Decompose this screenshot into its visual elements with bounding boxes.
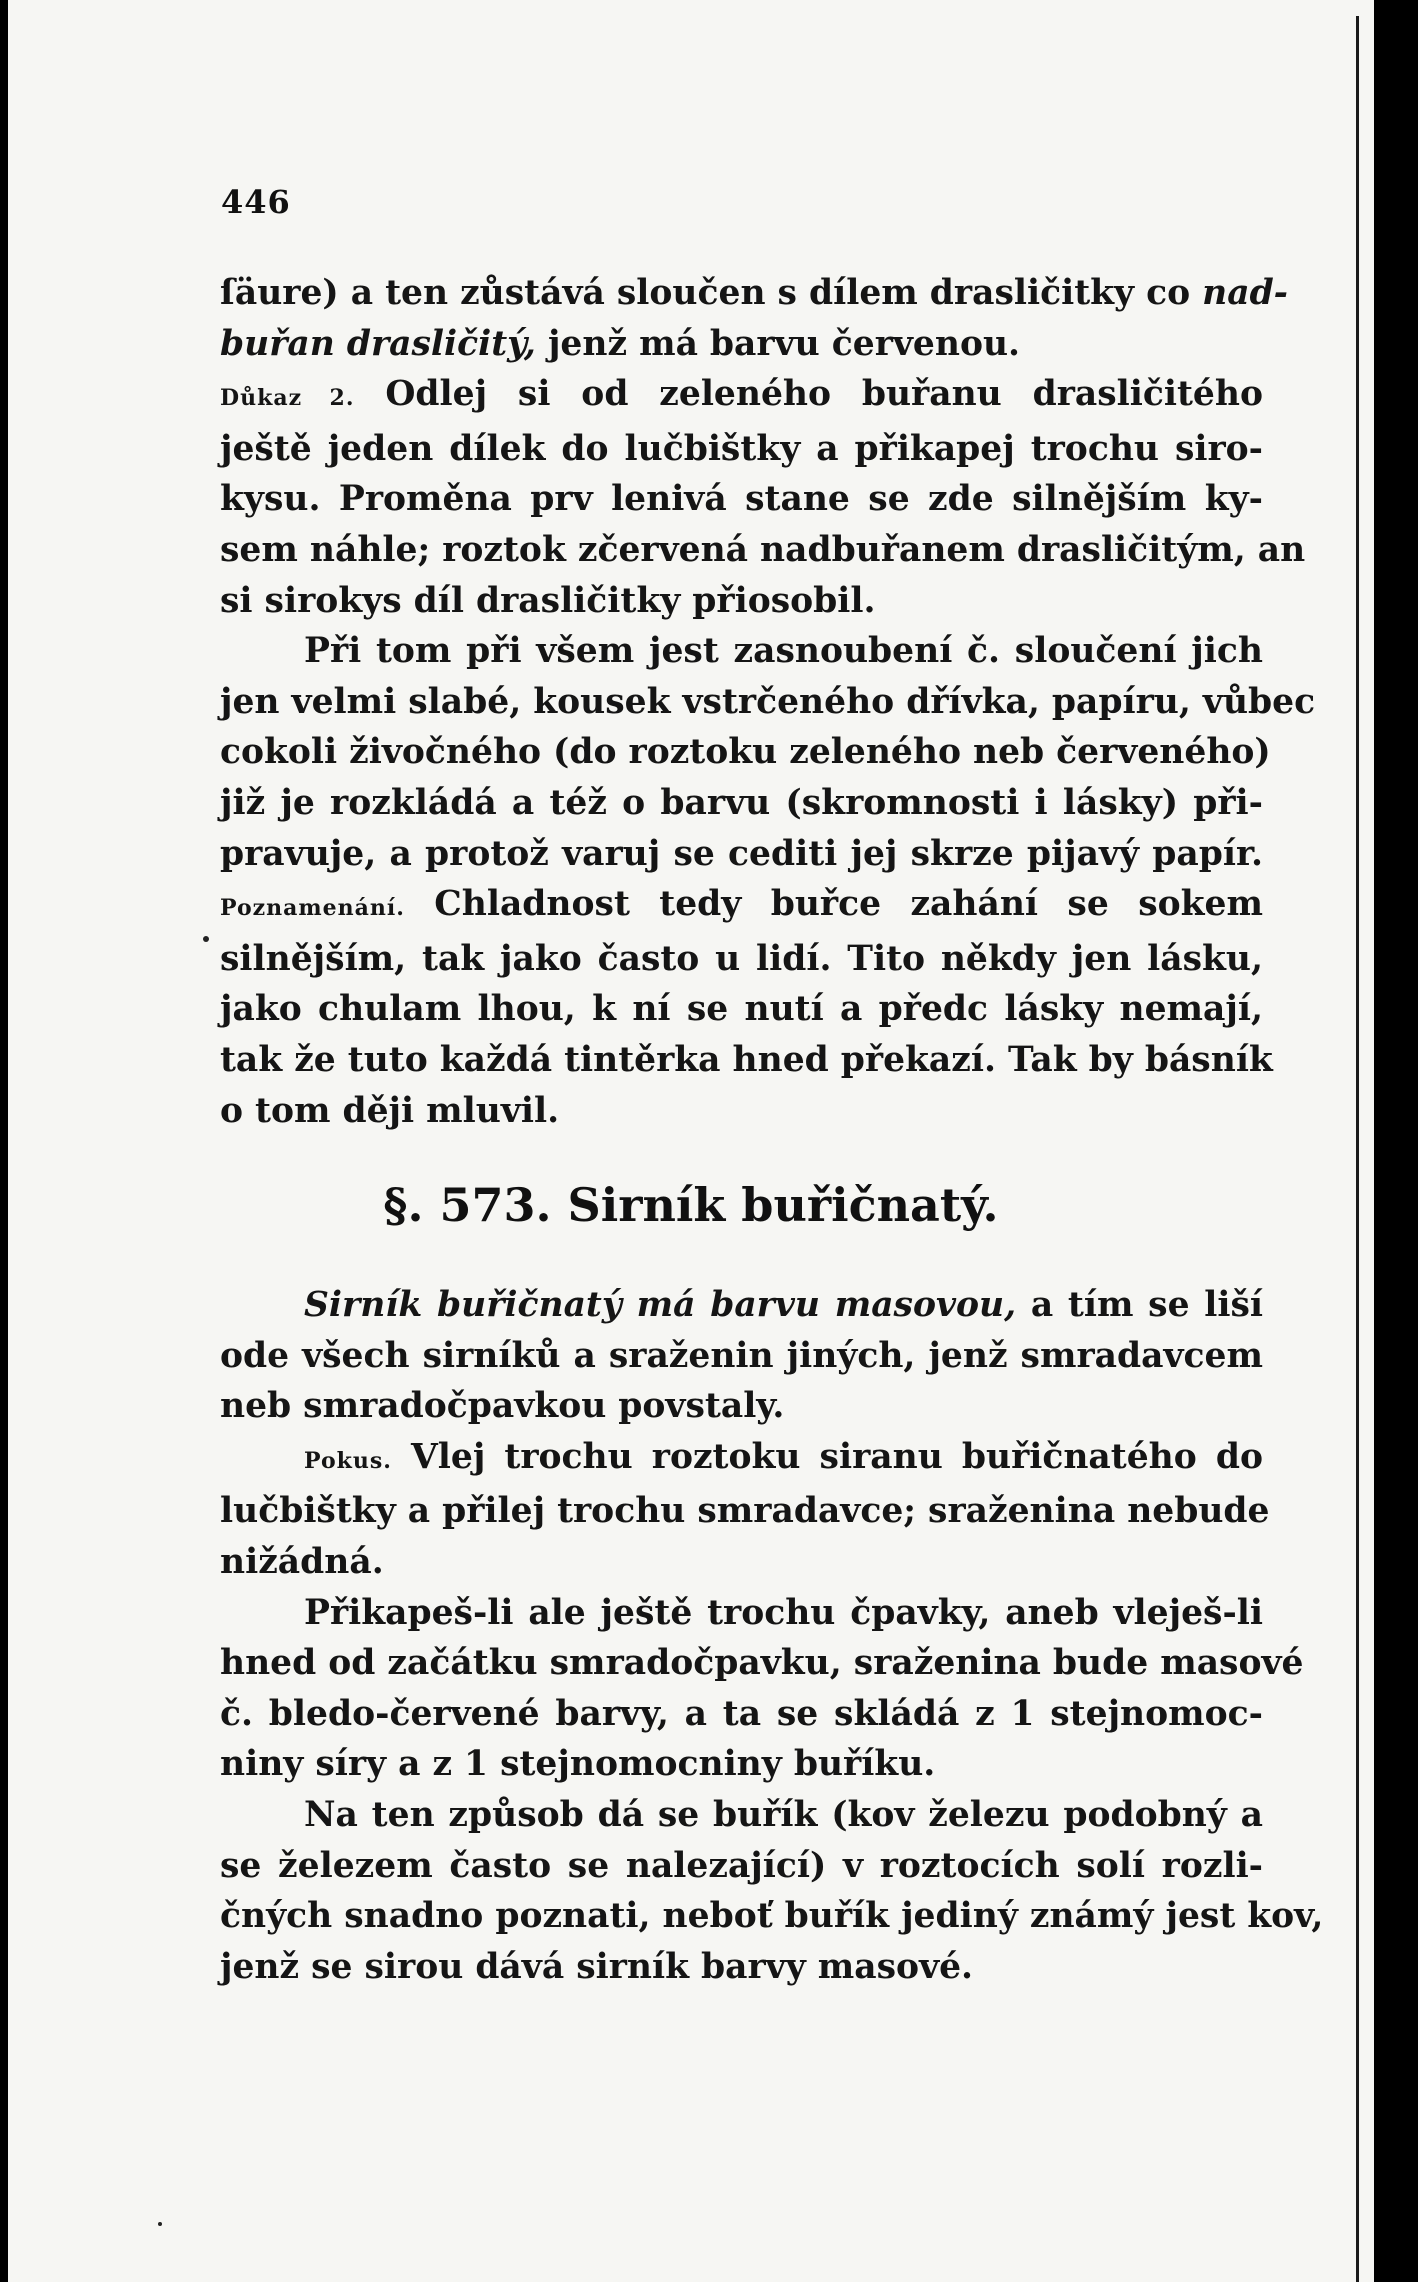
page-edge-rule xyxy=(1356,16,1359,2282)
paragraph-6: Pokus. Vlej trochu roztoku siranu buřičnatého do lučbištky a přilej trochu smradavce; sraženina nebude nižádná. xyxy=(220,1436,1270,1582)
ink-speck xyxy=(158,2222,162,2226)
paragraph-3: Při tom při všem jest zasnoubení č. sloučení jich jen velmi slabé, kousek vstrčeného dřívka, papíru, vůbec cokoli živočného (do roztoku zeleného neb červeného) již je rozkládá a též o barvu (skromnosti i lásky) při- pravuje, a protož varuj se cediti jej skrze pijavý papír. xyxy=(220,631,1316,874)
lower-text-block xyxy=(220,1280,1324,1992)
paragraph-8: Na ten způsob dá se buřík (kov železu podobný a se železem často se nalezající) v roztocích solí rozli- čných snadno poznati, neboť buřík jediný známý jest kov, jenž se sirou dává sirník barvy masové. xyxy=(220,1794,1324,1987)
section-heading: §. 573. Sirník buřičnatý. xyxy=(383,1178,999,1232)
paragraph-2: Důkaz 2. Odlej si od zeleného buřanu drasličitého ještě jeden dílek do lučbištky a přikapej trochu siro- kysu. Proměna prv lenivá stane se zde silnějším ky- sem náhle; roztok zčervená nadbuřanem drasličitým, an si sirokys díl drasličitky přiosobil. xyxy=(220,374,1306,621)
proof-label: Důkaz 2. xyxy=(220,385,355,412)
book-page xyxy=(8,0,1374,2282)
page-number: 446 xyxy=(221,183,291,221)
paragraph-5: Sirník buřičnatý má barvu masovou, a tím se liší ode všech sirníků a sraženin jiných, jenž smradavcem neb smradočpavkou povstaly. xyxy=(220,1285,1263,1427)
paragraph-7: Přikapeš-li ale ještě trochu čpavky, aneb vleješ-li hned od začátku smradočpavku, sraženina bude masové č. bledo-červené barvy, a ta se skládá z 1 stejnomoc- niny síry a z 1 stejnomocniny buříku. xyxy=(220,1592,1304,1785)
paragraph-4: Poznamenání. Chladnost tedy buřce zahání se sokem silnějším, tak jako často u lidí. Tito někdy jen lásku, jako chulam lhou, k ní se nutí a předc lásky nemají, tak že tuto každá tintěrka hned překazí. Tak by básník o tom ději mluvil. xyxy=(220,884,1273,1131)
experiment-label: Pokus. xyxy=(304,1447,392,1474)
scan-border xyxy=(1374,0,1418,2282)
ink-speck xyxy=(203,936,209,942)
note-label: Poznamenání. xyxy=(220,895,405,922)
upper-text-block xyxy=(220,268,1316,1136)
paragraph-1: ſäure) a ten zůstává sloučen s dílem drasličitky co nad- buřan drasličitý, jenž má barvu červenou. xyxy=(220,273,1289,364)
